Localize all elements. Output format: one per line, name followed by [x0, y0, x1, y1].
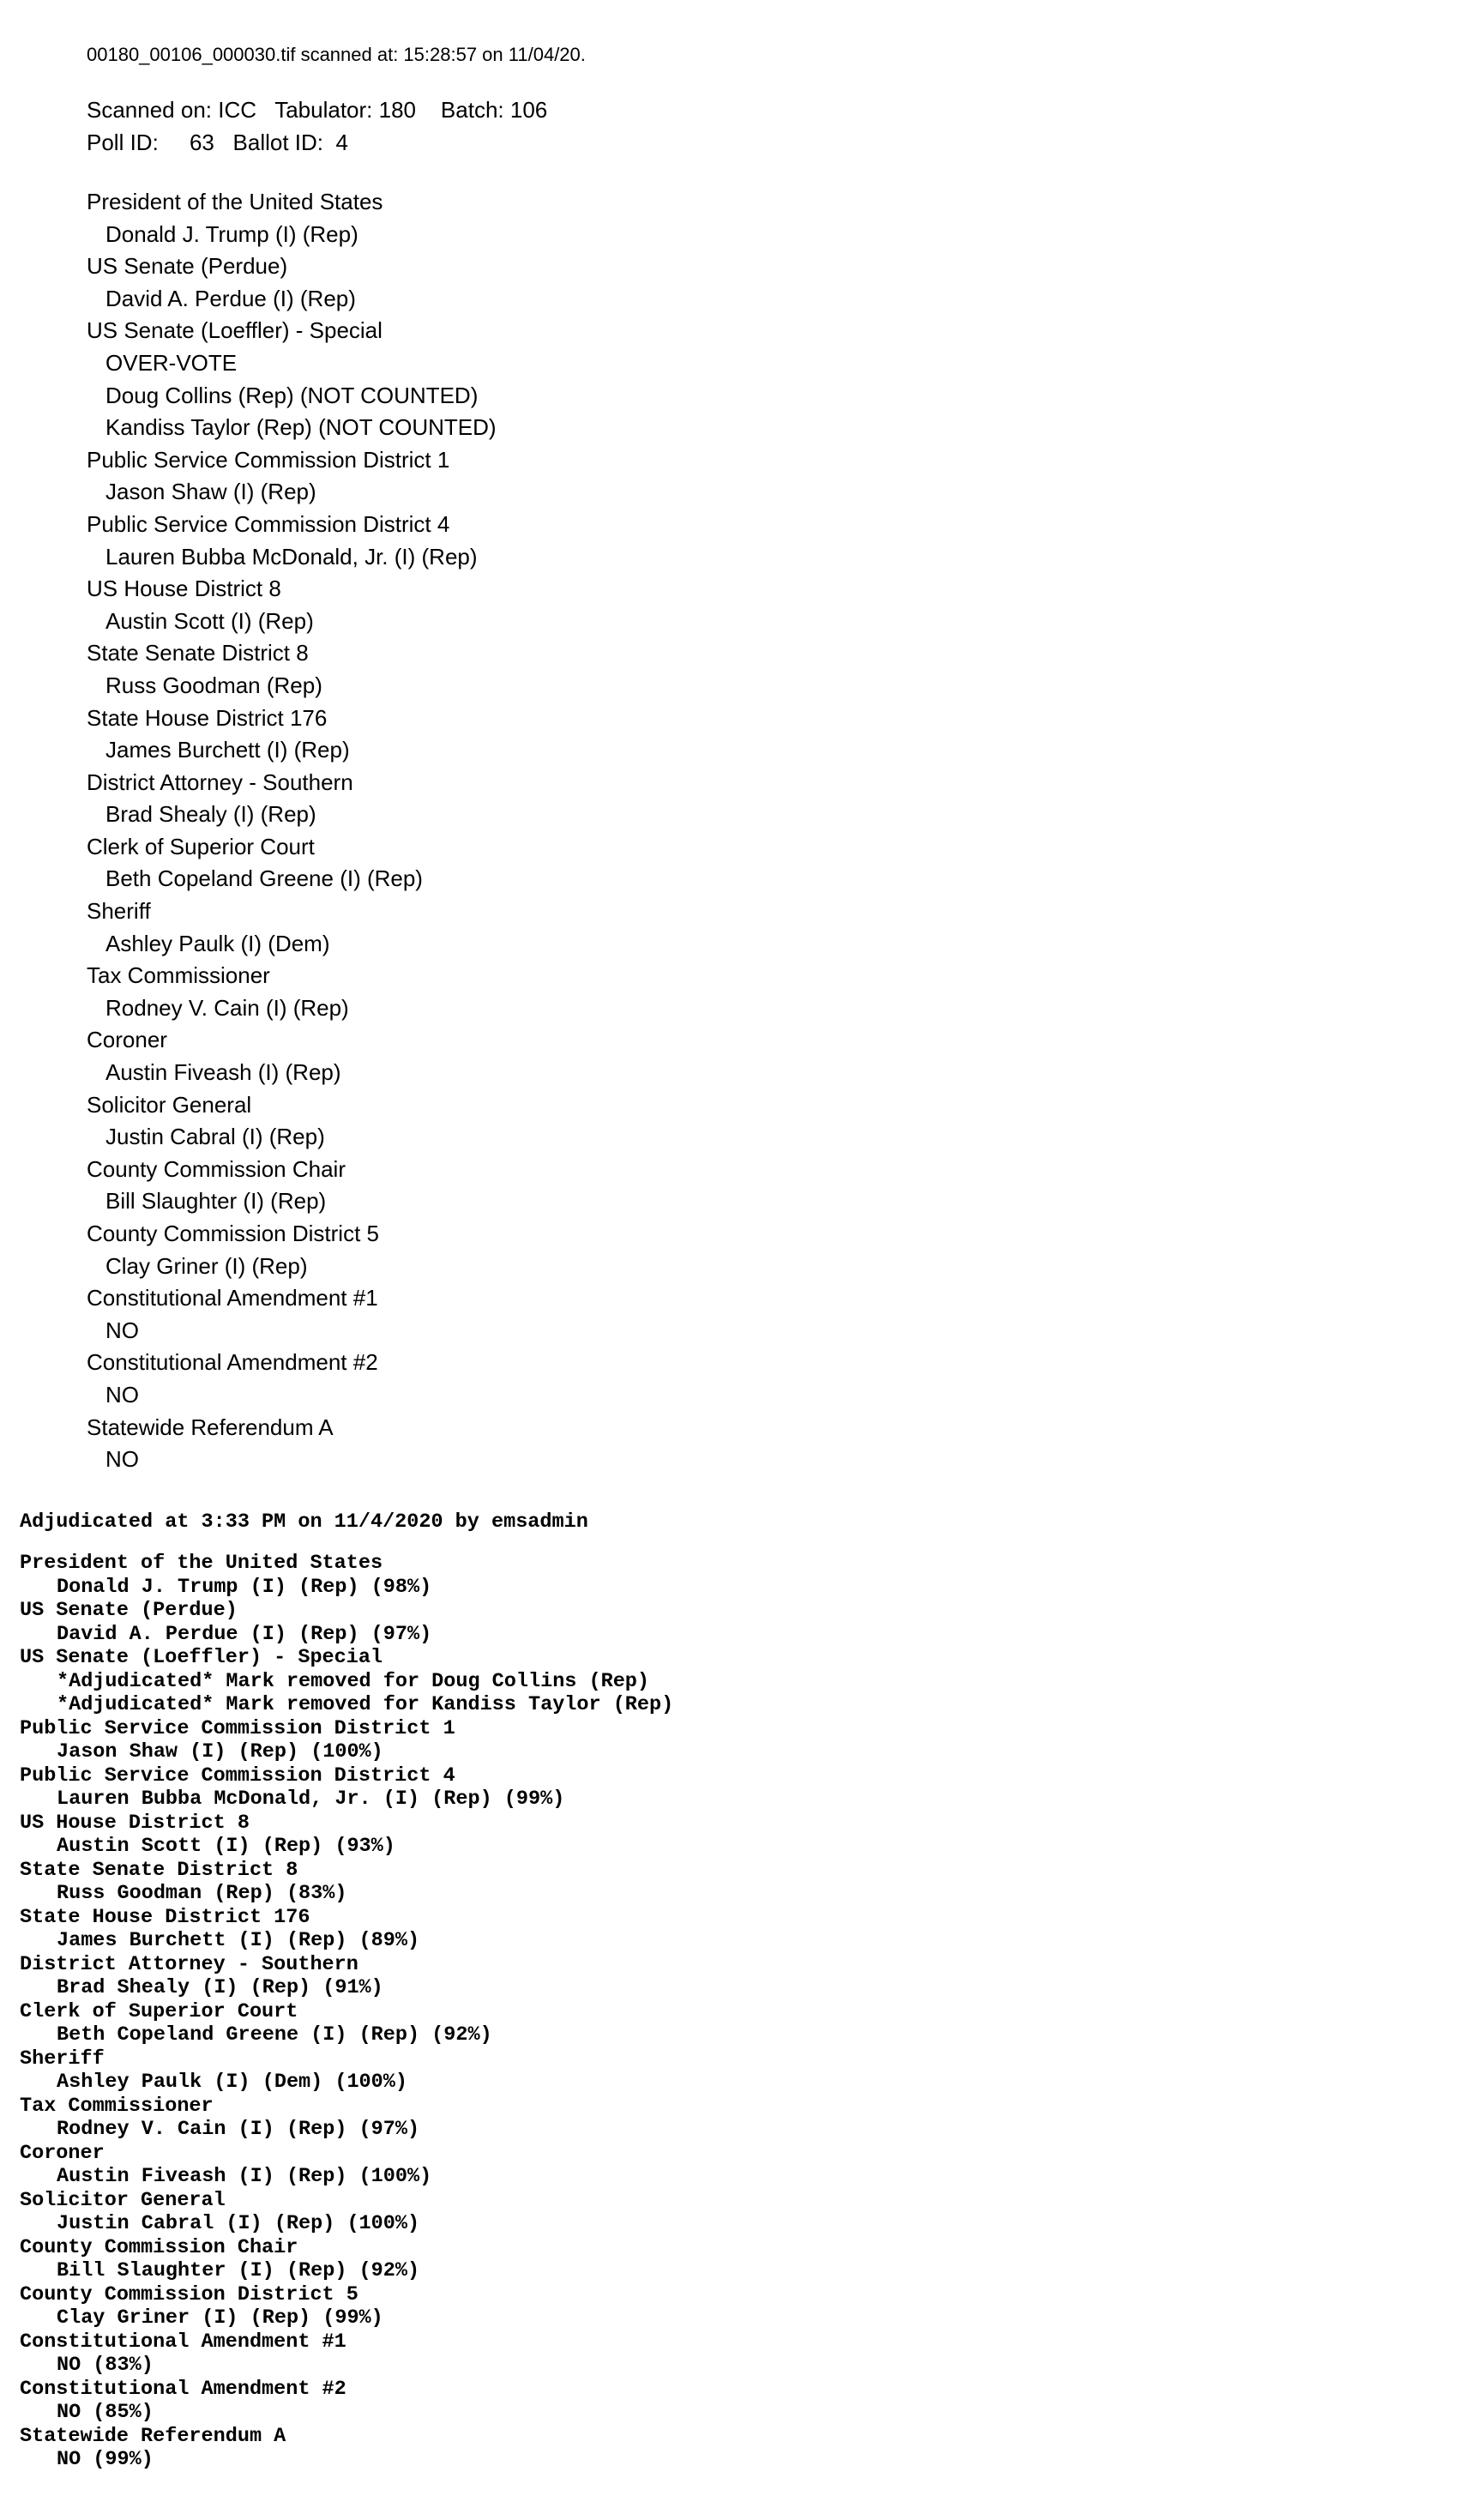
adjudicated-contest-title: US Senate (Loeffler) - Special — [20, 1646, 383, 1669]
contest-choice: Kandiss Taylor (Rep) (NOT COUNTED) — [105, 414, 497, 441]
contest-choice: Austin Fiveash (I) (Rep) — [105, 1059, 341, 1086]
contest-choice: Russ Goodman (Rep) — [105, 672, 322, 698]
contest-choice: Rodney V. Cain (I) (Rep) — [105, 994, 349, 1021]
contest-title: State House District 176 — [87, 704, 328, 731]
contest-title: County Commission District 5 — [87, 1221, 379, 1246]
scanned-ballot-section — [87, 38, 1373, 1476]
adjudicated-choice: Rodney V. Cain (I) (Rep) (97%) — [57, 2118, 420, 2141]
adjudicated-choice: NO (99%) — [57, 2448, 154, 2471]
adjudicated-contest-title: US Senate (Perdue) — [20, 1599, 238, 1622]
adjudicated-contest-title: County Commission District 5 — [20, 2282, 358, 2306]
scan-metadata — [87, 93, 1373, 159]
contest-choice: Donald J. Trump (I) (Rep) — [105, 220, 358, 247]
contest-choice: NO — [105, 1381, 139, 1408]
contest-title: President of the United States — [87, 189, 383, 214]
contest-choice: Justin Cabral (I) (Rep) — [105, 1124, 325, 1150]
adjudicated-choice: Lauren Bubba McDonald, Jr. (I) (Rep) (99%) — [57, 1788, 565, 1811]
adjudicated-choice: David A. Perdue (I) (Rep) (97%) — [57, 1622, 432, 1646]
contest-title: Coroner — [87, 1027, 167, 1053]
adjudicated-contest-title: State Senate District 8 — [20, 1858, 298, 1882]
contest-title: US House District 8 — [87, 576, 281, 602]
poll-id-label: Poll ID: — [87, 130, 159, 155]
contest-title: Constitutional Amendment #1 — [87, 1285, 378, 1311]
contest-choice: James Burchett (I) (Rep) — [105, 737, 350, 763]
contest-title: US Senate (Perdue) — [87, 253, 288, 280]
adjudicated-contest-title: Public Service Commission District 4 — [20, 1763, 455, 1788]
contest-choice: Brad Shealy (I) (Rep) — [105, 801, 316, 828]
adjudicated-choice: Donald J. Trump (I) (Rep) (98%) — [57, 1575, 432, 1599]
contest-title: Public Service Commission District 1 — [87, 446, 450, 473]
ballot-id-value: 4 — [335, 130, 348, 155]
contest-choice: Bill Slaughter (I) (Rep) — [105, 1188, 327, 1215]
ballot-id-label: Ballot ID: — [232, 130, 324, 155]
adjudicated-contest-title: US House District 8 — [20, 1811, 250, 1835]
adjudicated-contest-title: District Attorney - Southern — [20, 1952, 358, 1976]
contest-choice: Lauren Bubba McDonald, Jr. (I) (Rep) — [105, 543, 478, 570]
contest-title: Constitutional Amendment #2 — [87, 1349, 378, 1376]
scan-metadata-row-2 — [87, 126, 1373, 159]
adjudicated-contest-title: Public Service Commission District 1 — [20, 1716, 455, 1740]
contest-title: District Attorney - Southern — [87, 769, 353, 795]
adjudicated-contest-title: Clerk of Superior Court — [20, 1999, 298, 2023]
contest-title: Solicitor General — [87, 1091, 252, 1118]
adjudication-section — [20, 1505, 1435, 2472]
adjudicated-contest-title: County Commission Chair — [20, 2235, 298, 2259]
adjudicated-contest-title: President of the United States — [20, 1552, 383, 1575]
poll-id-value: 63 — [189, 130, 214, 155]
adjudication-contest-list — [20, 1552, 1435, 2472]
contest-title: County Commission Chair — [87, 1155, 346, 1182]
contest-choice: Beth Copeland Greene (I) (Rep) — [105, 865, 423, 892]
contest-choice: Austin Scott (I) (Rep) — [105, 607, 314, 634]
adjudicated-contest-title: Constitutional Amendment #1 — [20, 2330, 346, 2354]
contest-title: State Senate District 8 — [87, 640, 309, 666]
adjudicated-choice: James Burchett (I) (Rep) (89%) — [57, 1929, 420, 1952]
adjudicated-choice: Beth Copeland Greene (I) (Rep) (92%) — [57, 2023, 492, 2047]
contest-title: Clerk of Superior Court — [87, 833, 315, 859]
contest-title: Tax Commissioner — [87, 962, 270, 989]
contest-title: Sheriff — [87, 898, 151, 925]
adjudicated-choice: Ashley Paulk (I) (Dem) (100%) — [57, 2071, 407, 2094]
adjudicated-contest-title: Solicitor General — [20, 2188, 226, 2212]
contest-choice: Jason Shaw (I) (Rep) — [105, 479, 316, 505]
adjudicated-choice: NO (83%) — [57, 2354, 154, 2377]
adjudicated-choice: *Adjudicated* Mark removed for Kandiss Taylor (Rep) — [57, 1693, 674, 1716]
adjudication-header: Adjudicated at 3:33 PM on 11/4/2020 by emsadmin — [20, 1510, 588, 1534]
scan-metadata-row-1 — [87, 93, 1373, 126]
contest-title: Public Service Commission District 4 — [87, 510, 450, 537]
adjudicated-choice: *Adjudicated* Mark removed for Doug Collins (Rep) — [57, 1669, 650, 1693]
contest-choice: Doug Collins (Rep) (NOT COUNTED) — [105, 382, 479, 408]
adjudicated-choice: NO (85%) — [57, 2401, 154, 2424]
adjudicated-choice: Justin Cabral (I) (Rep) (100%) — [57, 2212, 420, 2235]
contest-choice: David A. Perdue (I) (Rep) — [105, 285, 356, 311]
contest-choice: Clay Griner (I) (Rep) — [105, 1252, 308, 1279]
contest-title: US Senate (Loeffler) - Special — [87, 317, 383, 344]
contest-choice: Ashley Paulk (I) (Dem) — [105, 930, 330, 956]
adjudicated-choice: Jason Shaw (I) (Rep) (100%) — [57, 1740, 383, 1763]
adjudicated-contest-title: Sheriff — [20, 2047, 105, 2071]
contest-title: Statewide Referendum A — [87, 1414, 334, 1440]
contest-choice: OVER-VOTE — [105, 349, 238, 376]
adjudicated-contest-title: Constitutional Amendment #2 — [20, 2377, 346, 2401]
adjudicated-choice: Austin Fiveash (I) (Rep) (100%) — [57, 2165, 432, 2188]
adjudicated-contest-title: Statewide Referendum A — [20, 2424, 286, 2448]
adjudicated-choice: Austin Scott (I) (Rep) (93%) — [57, 1835, 395, 1858]
scanned-on-text: Scanned on: ICC — [87, 97, 257, 123]
adjudicated-contest-title: Tax Commissioner — [20, 2094, 214, 2118]
adjudicated-contest-title: Coroner — [20, 2141, 105, 2165]
adjudicated-choice: Russ Goodman (Rep) (83%) — [57, 1882, 347, 1905]
contest-choice: NO — [105, 1446, 139, 1473]
tabulator-text: Tabulator: 180 — [274, 97, 417, 123]
adjudicated-choice: Brad Shealy (I) (Rep) (91%) — [57, 1976, 383, 1999]
contest-choice: NO — [105, 1317, 139, 1343]
adjudicated-choice: Clay Griner (I) (Rep) (99%) — [57, 2306, 383, 2330]
scan-filename-line: 00180_00106_000030.tif scanned at: 15:28:57 on 11/04/20. — [87, 44, 586, 65]
ballot-contest-list — [87, 186, 1373, 1476]
adjudicated-contest-title: State House District 176 — [20, 1905, 310, 1929]
batch-text: Batch: 106 — [440, 97, 548, 123]
adjudicated-choice: Bill Slaughter (I) (Rep) (92%) — [57, 2259, 420, 2282]
